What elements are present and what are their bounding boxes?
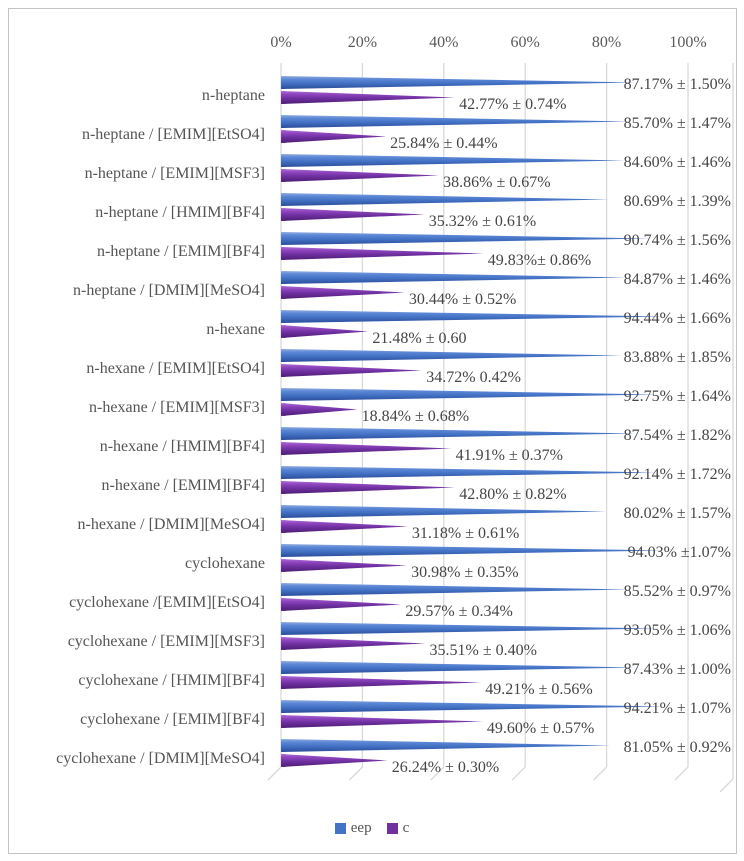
- c-data-label: 21.48% ± 0.60: [372, 330, 467, 347]
- c-bar: [281, 208, 425, 222]
- c-data-label: 35.51% ± 0.40%: [429, 642, 537, 659]
- c-bar-container: [281, 637, 426, 651]
- category-label: cyclohexane / [HMIM][BF4]: [78, 672, 265, 689]
- category-label: cyclohexane: [185, 555, 265, 572]
- chart-legend: [0, 818, 744, 838]
- eep-data-label: 92.14% ± 1.72%: [623, 466, 731, 483]
- c-bar: [281, 403, 358, 417]
- eep-bar: [281, 193, 609, 207]
- legend-label-c: c: [402, 819, 410, 836]
- x-axis-tick-label: 20%: [347, 34, 378, 51]
- plot-right-wall-foot: [720, 779, 733, 792]
- category-label: cyclohexane / [EMIM][BF4]: [80, 711, 265, 728]
- gridline-floor-foot: [349, 767, 362, 780]
- c-bar: [281, 676, 481, 690]
- c-bar-container: [281, 91, 455, 105]
- eep-bar-container: [281, 193, 609, 207]
- eep-bar-container: [281, 583, 629, 597]
- category-label: n-heptane / [HMIM][BF4]: [95, 204, 265, 221]
- c-bar: [281, 442, 452, 456]
- category-label: n-hexane / [EMIM][BF4]: [101, 477, 265, 494]
- eep-bar: [281, 427, 637, 441]
- eep-bar-container: [281, 232, 650, 246]
- eep-bar: [281, 154, 625, 168]
- c-bar-container: [281, 325, 368, 339]
- c-bar-container: [281, 364, 422, 378]
- category-label: n-hexane / [EMIM][MSF3]: [89, 399, 265, 416]
- c-bar-container: [281, 247, 484, 261]
- eep-data-label: 84.87% ± 1.46%: [623, 271, 731, 288]
- eep-data-label: 85.70% ± 1.47%: [623, 115, 731, 132]
- c-bar-container: [281, 559, 407, 573]
- category-label: n-hexane / [EMIM][EtSO4]: [86, 360, 265, 377]
- c-data-label: 41.91% ± 0.37%: [455, 447, 563, 464]
- c-bar: [281, 520, 408, 534]
- x-axis-tick-label: 100%: [669, 34, 707, 51]
- c-bar: [281, 169, 439, 183]
- category-label: cyclohexane / [EMIM][MSF3]: [67, 633, 265, 650]
- category-label: n-heptane / [EMIM][EtSO4]: [81, 126, 265, 143]
- category-label: n-hexane / [HMIM][BF4]: [99, 438, 265, 455]
- eep-data-label: 87.17% ± 1.50%: [623, 76, 731, 93]
- eep-bar: [281, 700, 664, 714]
- x-axis-tick-label: 60%: [510, 34, 540, 51]
- eep-data-label: 84.60% ± 1.46%: [623, 154, 731, 171]
- c-bar-container: [281, 208, 425, 222]
- eep-data-label: 94.21% ± 1.07%: [623, 700, 731, 717]
- eep-bar-container: [281, 115, 630, 129]
- eep-data-label: 87.54% ± 1.82%: [623, 427, 731, 444]
- legend-label-eep: eep: [350, 819, 372, 836]
- c-data-label: 18.84% ± 0.68%: [361, 408, 470, 425]
- eep-bar: [281, 271, 626, 285]
- gridline-floor-foot: [594, 767, 607, 780]
- eep-bar: [281, 115, 630, 129]
- c-bar-container: [281, 598, 401, 612]
- c-data-label: 49.83%± 0.86%: [487, 252, 592, 269]
- eep-bar-container: [281, 310, 665, 324]
- legend-item-c: [387, 820, 410, 837]
- eep-bar: [281, 505, 607, 519]
- eep-bar: [281, 466, 656, 480]
- c-bar-container: [281, 130, 386, 144]
- category-label: n-heptane / [EMIM][MSF3]: [84, 165, 265, 182]
- c-bar: [281, 559, 407, 573]
- c-data-label: 49.21% ± 0.56%: [485, 681, 593, 698]
- eep-data-label: 80.69% ± 1.39%: [623, 193, 731, 210]
- c-bar: [281, 598, 401, 612]
- eep-bar: [281, 661, 637, 675]
- legend-item-eep: [335, 820, 372, 837]
- c-bar: [281, 325, 368, 339]
- c-data-label: 34.72% 0.42%: [426, 369, 521, 386]
- eep-bar: [281, 310, 665, 324]
- eep-bar: [281, 544, 664, 558]
- eep-bar-container: [281, 271, 626, 285]
- c-bar: [281, 481, 455, 495]
- c-data-label: 30.44% ± 0.52%: [408, 291, 517, 308]
- legend-swatch-eep: [335, 823, 346, 834]
- c-data-label: 31.18% ± 0.61%: [411, 525, 520, 542]
- eep-bar: [281, 739, 611, 753]
- eep-bar: [281, 583, 629, 597]
- eep-bar-container: [281, 700, 664, 714]
- c-bar-container: [281, 286, 405, 300]
- category-label: n-heptane: [201, 87, 265, 104]
- category-label: n-hexane: [206, 321, 265, 338]
- eep-data-label: 87.43% ± 1.00%: [623, 661, 731, 678]
- category-label: n-hexane / [DMIM][MeSO4]: [77, 516, 265, 533]
- c-data-label: 29.57% ± 0.34%: [405, 603, 513, 620]
- c-bar-container: [281, 169, 439, 183]
- eep-bar-container: [281, 739, 611, 753]
- category-label: cyclohexane /[EMIM][EtSO4]: [69, 594, 265, 611]
- c-data-label: 49.60% ± 0.57%: [486, 720, 595, 737]
- c-data-label: 35.32% ± 0.61%: [428, 213, 537, 230]
- c-bar: [281, 754, 388, 768]
- eep-data-label: 94.44% ± 1.66%: [623, 310, 731, 327]
- c-bar: [281, 637, 426, 651]
- eep-data-label: 83.88% ± 1.85%: [623, 349, 731, 366]
- eep-data-label: 94.03% ±1.07%: [627, 544, 731, 561]
- c-bar-container: [281, 715, 483, 729]
- eep-bar-container: [281, 466, 656, 480]
- x-axis-tick-label: 80%: [591, 34, 622, 51]
- eep-bar-container: [281, 544, 664, 558]
- c-data-label: 42.80% ± 0.82%: [459, 486, 567, 503]
- eep-bar: [281, 622, 660, 636]
- eep-bar-container: [281, 388, 658, 402]
- eep-bar: [281, 388, 658, 402]
- eep-bar-container: [281, 349, 622, 363]
- eep-bar-container: [281, 505, 607, 519]
- c-bar: [281, 286, 405, 300]
- x-axis-tick-label: 40%: [429, 34, 459, 51]
- c-bar-container: [281, 676, 481, 690]
- eep-bar: [281, 349, 622, 363]
- category-label: n-heptane / [EMIM][BF4]: [97, 243, 265, 260]
- eep-data-label: 80.02% ± 1.57%: [623, 505, 731, 522]
- eep-bar-container: [281, 427, 637, 441]
- eep-data-label: 85.52% ± 0.97%: [623, 583, 731, 600]
- c-bar: [281, 130, 386, 144]
- c-bar-container: [281, 403, 358, 417]
- gridline-floor-foot: [675, 767, 688, 780]
- eep-bar: [281, 232, 650, 246]
- eep-data-label: 93.05% ± 1.06%: [623, 622, 731, 639]
- c-data-label: 26.24% ± 0.30%: [391, 759, 500, 776]
- legend-swatch-c: [387, 823, 398, 834]
- eep-data-label: 81.05% ± 0.92%: [623, 739, 731, 756]
- eep-bar: [281, 76, 636, 90]
- c-data-label: 38.86% ± 0.67%: [443, 174, 551, 191]
- c-data-label: 42.77% ± 0.74%: [459, 96, 567, 113]
- c-data-label: 30.98% ± 0.35%: [411, 564, 519, 581]
- eep-data-label: 92.75% ± 1.64%: [623, 388, 731, 405]
- eep-data-label: 90.74% ± 1.56%: [623, 232, 731, 249]
- c-bar-container: [281, 442, 452, 456]
- gridline-floor-foot: [268, 767, 281, 780]
- c-data-label: 25.84% ± 0.44%: [390, 135, 498, 152]
- eep-bar-container: [281, 76, 636, 90]
- c-bar: [281, 247, 484, 261]
- eep-bar-container: [281, 154, 625, 168]
- x-axis-tick-label: 0%: [270, 34, 292, 51]
- c-bar: [281, 715, 483, 729]
- c-bar-container: [281, 754, 388, 768]
- c-bar-container: [281, 481, 455, 495]
- eep-bar-container: [281, 661, 637, 675]
- category-label: cyclohexane / [DMIM][MeSO4]: [56, 750, 265, 767]
- category-label: n-heptane / [DMIM][MeSO4]: [73, 282, 265, 299]
- c-bar-container: [281, 520, 408, 534]
- c-bar: [281, 91, 455, 105]
- c-bar: [281, 364, 422, 378]
- eep-bar-container: [281, 622, 660, 636]
- gridline-floor-foot: [512, 767, 525, 780]
